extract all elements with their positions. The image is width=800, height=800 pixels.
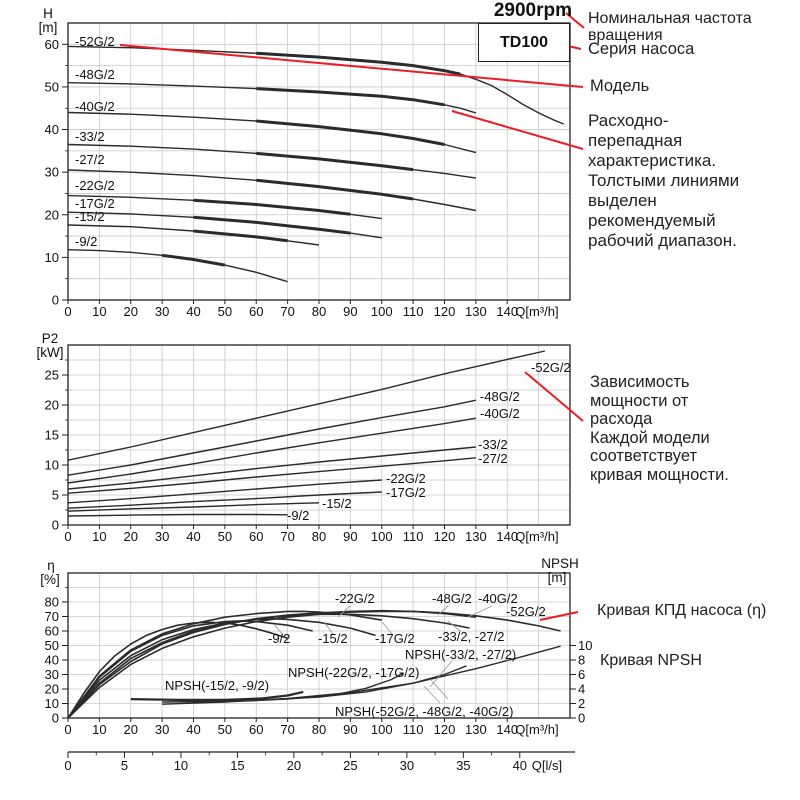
y-tick-label: 15 xyxy=(44,427,59,443)
x-axis-unit: Q[m³/h] xyxy=(515,722,559,737)
pump-series-box: TD100 xyxy=(478,23,570,62)
x-tick-label: 130 xyxy=(465,722,487,737)
x-tick-label: 70 xyxy=(280,529,295,544)
x-tick-label: 20 xyxy=(123,304,138,319)
x-tick-label: 110 xyxy=(402,722,424,737)
curve-label: -27/2 xyxy=(478,451,508,466)
y-axis-name: [%] xyxy=(40,572,60,587)
curve -52G/2 xyxy=(68,351,545,460)
npsh-curve-note: Кривая NPSH xyxy=(600,652,702,669)
y-tick-label: 40 xyxy=(44,122,59,138)
x-tick-label: 120 xyxy=(433,529,456,544)
curve -33/2 xyxy=(68,145,476,179)
y-tick-label: 5 xyxy=(51,487,59,503)
x-tick-label: 0 xyxy=(64,304,72,319)
y2-axis-name: NPSH xyxy=(541,556,579,571)
curve-label: NPSH(-22G/2, -17G/2) xyxy=(288,665,420,680)
annotation-leader-line xyxy=(525,372,583,421)
rpm-label: 2900rpm xyxy=(493,0,572,21)
y-tick-label: 20 xyxy=(44,681,59,697)
flow-head-note xyxy=(588,111,739,251)
curve -9/2 xyxy=(68,250,288,282)
x-tick-label: 50 xyxy=(217,304,233,319)
x-tick-label: 100 xyxy=(370,529,393,544)
flow-head-note-line: Толстыми линиями xyxy=(588,171,740,190)
x-tick-label: 110 xyxy=(402,529,424,544)
curve-label: -48G/2 xyxy=(75,67,115,82)
annotation-leader-line xyxy=(452,111,583,149)
curve-label: -22G/2 xyxy=(75,178,115,193)
x-tick-label: 30 xyxy=(154,529,170,544)
x-tick-label: 60 xyxy=(249,529,264,544)
curve-label: -33/2 xyxy=(75,129,105,144)
curve-thick -52G/2 xyxy=(256,53,460,74)
x-tick-label: 40 xyxy=(186,304,201,319)
x-tick-label: 50 xyxy=(217,529,233,544)
x-tick-label: 60 xyxy=(249,304,264,319)
power-note-line: Каждой модели xyxy=(590,428,710,447)
x-tick-label: 80 xyxy=(311,722,327,737)
x-tick-label: 120 xyxy=(433,304,456,319)
curve-label: -40G/2 xyxy=(75,99,115,114)
y-tick-label: 20 xyxy=(44,207,59,223)
y2-tick-label: 2 xyxy=(578,696,586,711)
curve-thick -17G/2 xyxy=(194,217,351,233)
y-axis-name: H xyxy=(43,6,53,21)
x-tick-label: 100 xyxy=(370,304,393,319)
y-tick-label: 40 xyxy=(44,652,59,668)
curve-label: -17G/2 xyxy=(386,485,426,500)
x-tick-label: 80 xyxy=(311,529,327,544)
x2-axis-unit: Q[l/s] xyxy=(531,758,563,773)
x-tick-label: 100 xyxy=(370,722,393,737)
y-axis-name: [m] xyxy=(38,20,58,35)
x-tick-label: 90 xyxy=(343,304,358,319)
curve-thick -22G/2 xyxy=(194,200,351,214)
curve -9/2 xyxy=(68,515,288,517)
x-tick-label: 130 xyxy=(465,304,487,319)
x-tick-label: 30 xyxy=(154,304,170,319)
y-tick-label: 60 xyxy=(44,623,59,639)
y-tick-label: 10 xyxy=(44,696,59,711)
y-tick-label: 25 xyxy=(44,367,59,383)
curve-label: -27/2 xyxy=(75,152,105,167)
label-leader-line xyxy=(424,686,440,703)
flow-head-note-line: характеристика. xyxy=(588,151,717,170)
flow-head-note-line: рекомендуемый xyxy=(588,211,716,230)
x-tick-label: 20 xyxy=(123,529,138,544)
x2-tick-label: 10 xyxy=(173,758,189,773)
y-tick-label: 50 xyxy=(44,638,59,653)
curve-label: -33/2 xyxy=(478,437,508,452)
x-tick-label: 90 xyxy=(343,722,358,737)
x-tick-label: 140 xyxy=(496,722,519,737)
x-tick-label: 140 xyxy=(496,529,519,544)
x-tick-label: 10 xyxy=(92,722,107,737)
y-axis-name: P2 xyxy=(41,331,59,346)
x-tick-label: 70 xyxy=(280,304,295,319)
power-note-line: кривая мощности. xyxy=(590,465,729,484)
curve-label: -17G/2 xyxy=(375,631,415,646)
curve-label: -9/2 xyxy=(75,234,98,249)
flow-head-note-line: выделен xyxy=(588,191,657,210)
curve-label: -15/2 xyxy=(75,209,105,224)
y-tick-label: 0 xyxy=(51,292,59,308)
x-tick-label: 90 xyxy=(343,529,358,544)
y-tick-label: 10 xyxy=(44,249,59,265)
x-tick-label: 10 xyxy=(92,304,107,319)
curve-label: -48G/2 xyxy=(432,591,472,606)
curve-label: -17G/2 xyxy=(75,196,115,211)
y-tick-label: 70 xyxy=(44,609,59,624)
x-tick-label: 30 xyxy=(154,722,170,737)
x-tick-label: 0 xyxy=(64,529,72,544)
x2-tick-label: 0 xyxy=(64,758,72,773)
curve-label: -9/2 xyxy=(268,631,291,646)
x2-tick-label: 15 xyxy=(230,758,245,773)
power-note-line: мощности от xyxy=(590,391,689,410)
flow-head-note-line: перепадная xyxy=(588,131,683,150)
y2-tick-label: 8 xyxy=(578,652,586,668)
flow-head-note-line: рабочий диапазон. xyxy=(588,231,737,250)
curve-thick -27/2 xyxy=(256,180,413,199)
x2-tick-label: 5 xyxy=(120,758,129,773)
y-tick-label: 0 xyxy=(51,710,59,726)
x-tick-label: 140 xyxy=(496,304,519,319)
series-note: Серия насоса xyxy=(588,40,695,58)
power-note-line: Зависимость xyxy=(590,373,690,391)
curve-thick -33/2 xyxy=(256,153,413,169)
x-tick-label: 80 xyxy=(311,304,327,319)
curve-label: -9/2 xyxy=(287,508,310,523)
y2-tick-label: 6 xyxy=(578,667,586,682)
power-note-line: расхода xyxy=(590,410,653,428)
curve-label: -48G/2 xyxy=(480,389,520,404)
curve-label: -15/2 xyxy=(322,496,352,511)
x-tick-label: 130 xyxy=(465,529,487,544)
y2-axis-name: [m] xyxy=(547,570,567,585)
curve-label: -40G/2 xyxy=(480,406,520,421)
y-axis-name: [kW] xyxy=(36,345,64,360)
x-tick-label: 0 xyxy=(64,722,72,737)
curve-label: NPSH(-33/2, -27/2) xyxy=(405,647,517,662)
power-flow-chart xyxy=(37,331,571,544)
x-tick-label: 60 xyxy=(249,722,264,737)
y-tick-label: 80 xyxy=(44,594,59,610)
y-tick-label: 10 xyxy=(44,457,59,473)
x-axis-unit: Q[m³/h] xyxy=(515,304,559,319)
x2-tick-label: 20 xyxy=(286,758,302,773)
curve-label: NPSH(-15/2, -9/2) xyxy=(165,678,270,693)
x-tick-label: 40 xyxy=(186,529,201,544)
x2-tick-label: 25 xyxy=(343,758,358,773)
y2-tick-label: 0 xyxy=(578,710,586,726)
y-tick-label: 20 xyxy=(44,397,59,413)
y-tick-label: 0 xyxy=(51,517,59,533)
efficiency-curve-note: Кривая КПД насоса (η) xyxy=(597,602,767,619)
x2-tick-label: 30 xyxy=(399,758,415,773)
model-note: Модель xyxy=(590,77,650,95)
y-tick-label: 50 xyxy=(44,79,59,95)
curve-label: -52G/2 xyxy=(531,360,571,375)
x-tick-label: 70 xyxy=(280,722,295,737)
curve-label: -52G/2 xyxy=(506,604,546,619)
x2-tick-label: 40 xyxy=(512,758,528,773)
power-note-line: соответствует xyxy=(590,447,698,465)
flow-head-note-line: Расходно- xyxy=(588,111,669,130)
power-note xyxy=(590,373,729,484)
curve-label: NPSH(-52G/2, -48G/2, -40G/2) xyxy=(335,704,514,719)
nominal-speed-note-line: Номинальная частота xyxy=(588,10,752,27)
efficiency-npsh-chart xyxy=(40,556,592,773)
y-tick-label: 30 xyxy=(44,667,59,682)
x2-tick-label: 35 xyxy=(456,758,471,773)
x-tick-label: 50 xyxy=(217,722,233,737)
nominal-speed-note-line: вращения xyxy=(588,26,663,44)
y-axis-name: η xyxy=(47,558,55,573)
label-leader-line xyxy=(468,606,492,617)
y2-tick-label: 4 xyxy=(578,681,586,697)
x-tick-label: 40 xyxy=(186,722,201,737)
curve-label: -52G/2 xyxy=(75,34,115,49)
y2-tick-label: 10 xyxy=(578,638,593,653)
curve-label: -22G/2 xyxy=(386,471,426,486)
x-tick-label: 20 xyxy=(123,722,138,737)
curve-label: -22G/2 xyxy=(335,591,375,606)
y-tick-label: 30 xyxy=(44,164,59,180)
x-axis-unit: Q[m³/h] xyxy=(515,529,559,544)
curve-label: -33/2, -27/2 xyxy=(438,629,505,644)
x-tick-label: 110 xyxy=(402,304,424,319)
curve-label: -40G/2 xyxy=(478,591,518,606)
x-tick-label: 120 xyxy=(433,722,456,737)
y-tick-label: 60 xyxy=(44,36,59,52)
curve -27/2 xyxy=(68,170,476,211)
curve-label: -15/2 xyxy=(318,631,348,646)
x-tick-label: 10 xyxy=(92,529,107,544)
